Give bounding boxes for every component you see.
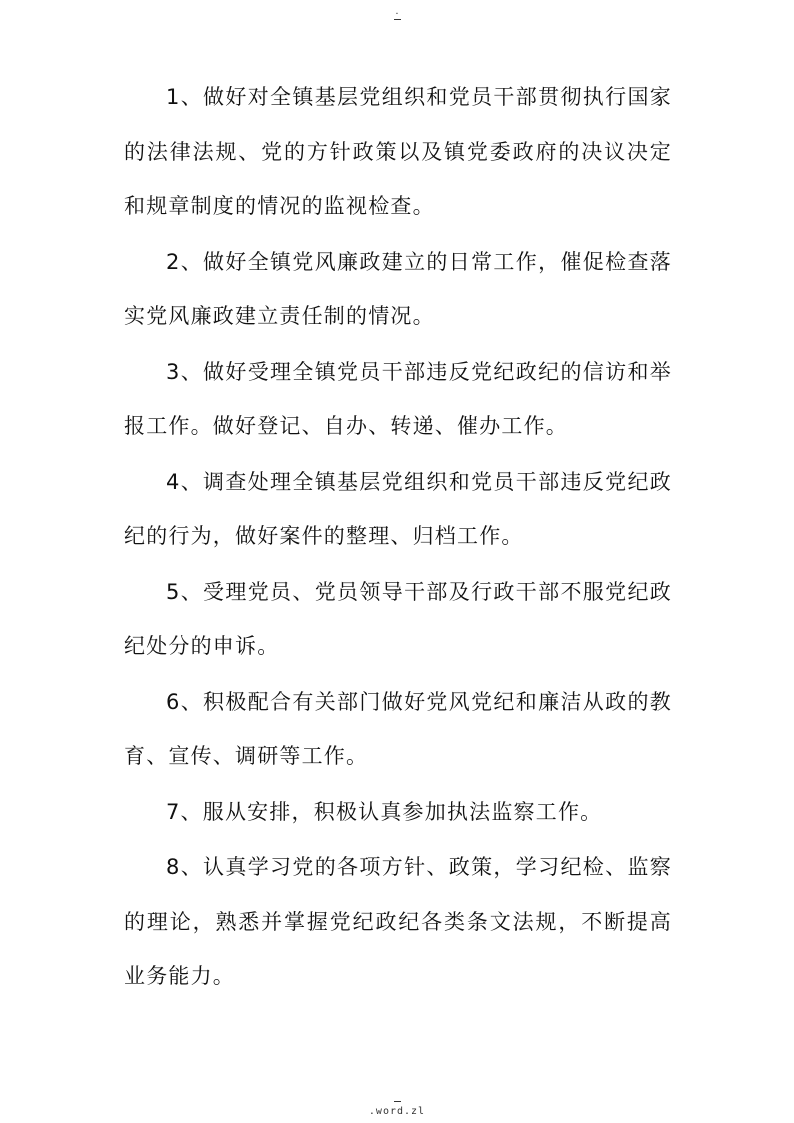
paragraph-1: 1、做好对全镇基层党组织和党员干部贯彻执行国家的法律法规、党的方针政策以及镇党委政府的决议决定和规章制度的情况的监视检查。 [124,85,672,218]
paragraph-3: 3、做好受理全镇党员干部违反党纪政纪的信访和举报工作。做好登记、自办、转递、催办工作。 [124,359,672,438]
header-divider [394,19,401,20]
header-mark: . [395,6,399,17]
footer-mark: .word.zl [368,1106,426,1117]
paragraph-8: 8、认真学习党的各项方针、政策，学习纪检、监察的理论，熟悉并掌握党纪政纪各类条文法规，不断提高业务能力。 [124,855,672,988]
paragraph-2: 2、做好全镇党风廉政建立的日常工作，催促检查落实党风廉政建立责任制的情况。 [124,249,672,328]
document-body [124,70,672,1005]
footer-divider [394,1101,401,1102]
paragraph-6: 6、积极配合有关部门做好党风党纪和廉洁从政的教育、宣传、调研等工作。 [124,689,672,768]
paragraph-5: 5、受理党员、党员领导干部及行政干部不服党纪政纪处分的申诉。 [124,579,672,658]
paragraph-4: 4、调查处理全镇基层党组织和党员干部违反党纪政纪的行为，做好案件的整理、归档工作。 [124,469,672,548]
paragraph-7: 7、服从安排，积极认真参加执法监察工作。 [166,799,603,824]
